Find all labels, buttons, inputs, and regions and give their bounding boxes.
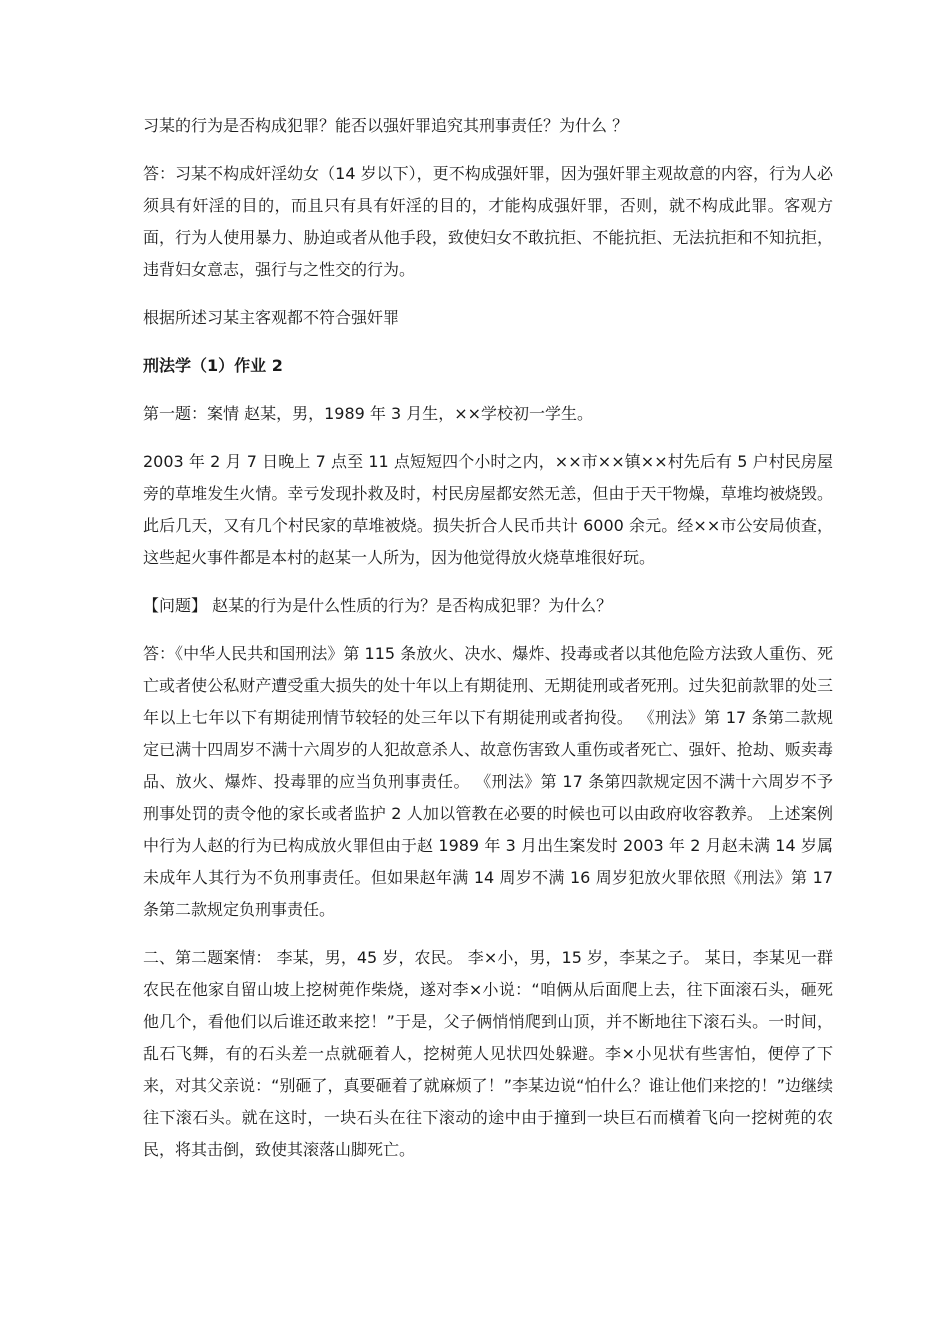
document-body — [143, 110, 833, 1182]
question-paragraph: 习某的行为是否构成犯罪？能否以强奸罪追究其刑事责任？为什么 ？ — [143, 116, 629, 135]
case-intro-paragraph: 第一题：案情 赵某，男，1989 年 3 月生，××学校初一学生。 — [143, 404, 594, 423]
conclusion-paragraph: 根据所述习某主客观都不符合强奸罪 — [143, 308, 400, 327]
answer-paragraph: 答：习某不构成奸淫幼女（14 岁以下），更不构成强奸罪，因为强奸罪主观故意的内容，行为人必须具有奸淫的目的，而且只有具有奸淫的目的，才能构成强奸罪，否则，就不构成此罪。客观方面，行为人使用暴力、胁迫或者从他手段，致使妇女不敢抗拒、不能抗拒、无法抗拒和不知抗拒，违背妇女意志，强行与之性交的行为。 — [143, 164, 833, 279]
answer-paragraph-2: 答：《中华人民共和国刑法》第 115 条放火、决水、爆炸、投毒或者以其他危险方法致人重伤、死亡或者使公私财产遭受重大损失的处十年以上有期徒刑、无期徒刑或者死刑。过失犯前款罪的处三年以上七年以下有期徒刑情节较轻的处三年以下有期徒刑或者拘役。 《刑法》第 17 条第二款规定已满十四周岁不满十六周岁的人犯故意杀人、故意伤害致人重伤或者死亡、强奸、抢劫、贩卖毒品、放火、爆炸、投毒罪的应当负刑事责任。 《刑法》第 17 条第四款规定因不满十六周岁不予刑事处罚的责令他的家长或者监护 2 人加以管教在必要的时候也可以由政府收容教养。 上述案例中行为人赵的行为已构成放火罪但由于赵 1989 年 3 月出生案发时 2003 年 2 月赵未满 14 岁属未成年人其行为不负刑事责任。但如果赵年满 14 周岁不满 16 周岁犯放火罪依照《刑法》第 17 条第二款规定负刑事责任。 — [143, 644, 833, 919]
problem-paragraph: 【问题】 赵某的行为是什么性质的行为？是否构成犯罪？为什么？ — [143, 596, 613, 615]
case-facts-paragraph: 2003 年 2 月 7 日晚上 7 点至 11 点短短四个小时之内，××市××镇××村先后有 5 户村民房屋旁的草堆发生火情。幸亏发现扑救及时，村民房屋都安然无恙，但由于天干物燥，草堆均被烧毁。此后几天，又有几个村民家的草堆被烧。损失折合人民币共计 6000 余元。经××市公安局侦查，这些起火事件都是本村的赵某一人所为，因为他觉得放火烧草堆很好玩。 — [143, 452, 833, 567]
section-heading: 刑法学（1）作业 2 — [143, 356, 283, 375]
case-two-paragraph: 二、第二题案情： 李某，男，45 岁，农民。 李×小，男，15 岁，李某之子。 某日，李某见一群农民在他家自留山坡上挖树蔸作柴烧，遂对李×小说：“咱俩从后面爬上去，往下面滚石头，砸死他几个，看他们以后谁还敢来挖！”于是，父子俩悄悄爬到山顶，并不断地往下滚石头。一时间，乱石飞舞，有的石头差一点就砸着人，挖树蔸人见状四处躲避。李×小见状有些害怕，便停了下来，对其父亲说：“别砸了，真要砸着了就麻烦了！”李某边说“怕什么？谁让他们来挖的！”边继续往下滚石头。就在这时，一块石头在往下滚动的途中由于撞到一块巨石而横着飞向一挖树蔸的农民，将其击倒，致使其滚落山脚死亡。 — [143, 948, 833, 1159]
